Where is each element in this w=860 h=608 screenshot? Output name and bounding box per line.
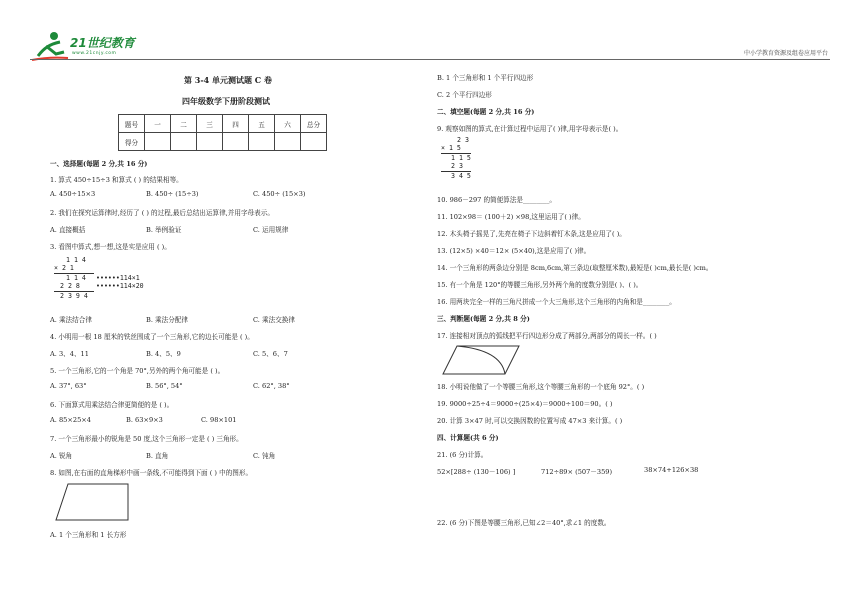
option-a[interactable]: A. 直接概括	[50, 226, 86, 234]
calc-note: ••••••114×1	[96, 274, 140, 282]
option-c[interactable]: C. 2 个平行四边形	[437, 91, 492, 99]
question-3: 3. 看图中算式,想一想,这是实是应用 ( )。	[50, 243, 171, 251]
score-header-row	[119, 115, 327, 133]
question-22: 22. (6 分)下图是等腰三角形,已知∠2＝40°,求∠1 的度数。	[437, 519, 611, 527]
option-c[interactable]: C. 运用规律	[253, 226, 289, 234]
calc-note: ••••••114×20	[96, 282, 144, 290]
score-cell: 二	[171, 115, 197, 133]
question-13: 13. (12×5) ×40＝12× (5×40),这是应用了( )律。	[437, 247, 591, 255]
calc-item: 38×74+126×38	[644, 466, 699, 474]
option-c[interactable]: C. 450÷ (15×3)	[253, 190, 306, 198]
question-19: 19. 9000÷25÷4＝9000÷(25×4)＝9000÷100＝90。( )	[437, 400, 613, 408]
option-a[interactable]: A. 1 个三角形和 1 长方形	[50, 531, 127, 539]
question-17: 17. 连接相对顶点的弧线把平行四边形分成了两部分,两部分的周长一样。( )	[437, 332, 657, 340]
calc-line: 1 1 5	[451, 154, 471, 162]
score-cell: 四	[223, 115, 249, 133]
question-7: 7. 一个三角形最小的锐角是 50 度,这个三角形一定是 ( ) 三角形。	[50, 435, 243, 443]
option-a[interactable]: A. 3、4、11	[50, 350, 89, 358]
score-cell: 六	[275, 115, 301, 133]
calc-line: 2 3 9 4	[60, 292, 88, 300]
question-1: 1. 算式 450÷15÷3 和算式 ( ) 的结果相等。	[50, 176, 183, 184]
question-4: 4. 小明用一根 18 厘米的铁丝围成了一个三角形,它的边长可能是 ( )。	[50, 333, 254, 341]
exam-subtitle: 四年级数学下册阶段测试	[182, 96, 270, 106]
site-name: 中小学教育资源及组卷应用平台	[743, 50, 828, 57]
header-divider	[30, 59, 830, 60]
section-heading: 三、判断题(每题 2 分,共 8 分)	[437, 315, 530, 323]
question-16: 16. 用两块完全一样的三角尺拼成一个大三角形,这个三角形的内角和是________。	[437, 298, 676, 306]
option-b[interactable]: B. 1 个三角形和 1 个平行四边形	[437, 74, 534, 82]
calc-line: 1 1 4	[66, 256, 86, 264]
question-14: 14. 一个三角形的两条边分别是 8cm,6cm,第三条边(取整厘米数),最短是( )cm,最长是( )cm。	[437, 264, 713, 272]
trapezoid-figure	[54, 482, 134, 522]
logo-url: www.21cnjy.com	[72, 51, 117, 56]
exam-title: 第 3-4 单元测试题 C 卷	[184, 75, 272, 85]
option-a[interactable]: A. 乘法结合律	[50, 316, 92, 324]
option-a[interactable]: A. 37°, 63°	[50, 382, 87, 390]
calc-line: × 1 5	[441, 144, 461, 152]
option-b[interactable]: B. 乘法分配律	[146, 316, 189, 324]
question-6: 6. 下面算式用乘法结合律更简便的是 ( )。	[50, 401, 174, 409]
question-21: 21. (6 分)计算。	[437, 451, 488, 459]
option-c[interactable]: C. 乘法交换律	[253, 316, 295, 324]
score-cell: 一	[145, 115, 171, 133]
question-8: 8. 如图,在右面的直角梯形中画一条线,不可能得到下面 ( ) 中的图形。	[50, 469, 253, 477]
score-cell: 得分	[119, 133, 145, 151]
question-20: 20. 计算 3×47 时,可以交换因数的位置写成 47×3 来计算。( )	[437, 417, 623, 425]
question-10: 10. 986－297 的简便算法是________。	[437, 196, 556, 204]
question-11: 11. 102×98＝ (100＋2) ×98,这里运用了( )律。	[437, 213, 585, 221]
option-c[interactable]: C. 钝角	[253, 452, 276, 460]
score-cell: 题号	[119, 115, 145, 133]
logo-text: 21世纪教育	[70, 36, 135, 50]
calc-line: 2 3	[451, 162, 463, 170]
section-heading: 二、填空题(每题 2 分,共 16 分)	[437, 108, 535, 116]
option-a[interactable]: A. 450÷15×3	[50, 190, 96, 198]
question-9: 9. 观察如图的算式,在计算过程中运用了( )律,用字母表示是( )。	[437, 125, 623, 133]
question-12: 12. 木头椅子摇晃了,先亮在椅子下边斜着钉木条,这是应用了( )。	[437, 230, 626, 238]
question-18: 18. 小明说他做了一个等腰三角形,这个等腰三角形的一个底角 92°。( )	[437, 383, 645, 391]
option-b[interactable]: B. 举例验证	[146, 226, 182, 234]
question-5: 5. 一个三角形,它的一个角是 70°,另外的两个角可能是 ( )。	[50, 367, 225, 375]
option-a[interactable]: A. 锐角	[50, 452, 73, 460]
score-input[interactable]	[275, 133, 301, 151]
question-15: 15. 有一个角是 120°的等腰三角形,另外两个角的度数分别是( )、( )。	[437, 281, 643, 289]
score-table	[118, 114, 327, 151]
score-cell: 三	[197, 115, 223, 133]
option-c[interactable]: C. 98×101	[201, 416, 237, 424]
score-cell: 五	[249, 115, 275, 133]
option-c[interactable]: C. 62°, 38°	[253, 382, 290, 390]
score-value-row	[119, 133, 327, 151]
option-a[interactable]: A. 85×25×4	[50, 416, 91, 424]
calc-line: 2 2 8	[60, 282, 80, 290]
option-b[interactable]: B. 直角	[146, 452, 169, 460]
section-heading: 一、选择题(每题 2 分,共 16 分)	[50, 160, 148, 168]
option-b[interactable]: B. 450÷ (15÷3)	[146, 190, 199, 198]
calc-line: 2 3	[457, 136, 469, 144]
option-b[interactable]: B. 4、5、9	[146, 350, 181, 358]
option-b[interactable]: B. 63×9×3	[126, 416, 163, 424]
score-input[interactable]	[171, 133, 197, 151]
score-input[interactable]	[301, 133, 327, 151]
calc-item: 712÷89× (507－359)	[541, 468, 613, 476]
parallelogram-figure	[441, 344, 521, 376]
calc-line: × 2 1	[54, 264, 74, 272]
score-input[interactable]	[145, 133, 171, 151]
question-2: 2. 我们在探究运算律时,经历了 ( ) 的过程,最后总结出运算律,并用字母表示。	[50, 209, 274, 217]
calc-line: 1 1 4	[66, 274, 86, 282]
score-cell: 总分	[301, 115, 327, 133]
section-heading: 四、计算题(共 6 分)	[437, 434, 499, 442]
option-b[interactable]: B. 56°, 54°	[146, 382, 183, 390]
score-input[interactable]	[223, 133, 249, 151]
option-c[interactable]: C. 5、6、7	[253, 350, 288, 358]
calc-item: 52×[288÷ (130－106) ]	[437, 468, 516, 476]
runner-icon	[30, 30, 70, 62]
score-input[interactable]	[249, 133, 275, 151]
calc-line: 3 4 5	[451, 172, 471, 180]
score-input[interactable]	[197, 133, 223, 151]
